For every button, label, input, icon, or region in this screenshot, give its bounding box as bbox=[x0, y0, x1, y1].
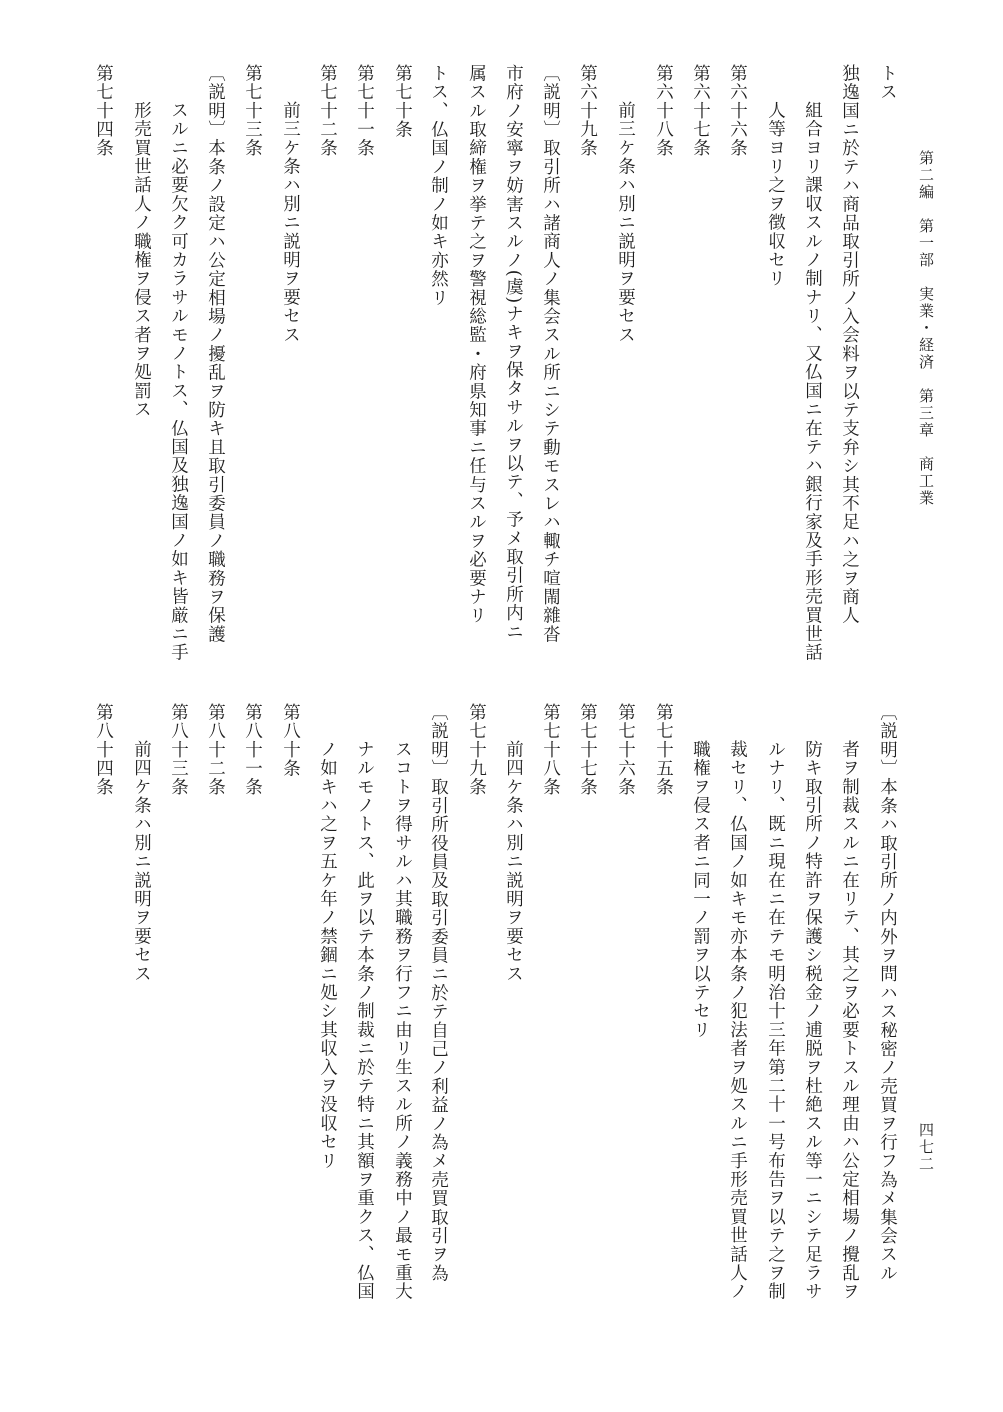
upper-text-line: トス bbox=[877, 64, 898, 102]
lower-text-line: 第七十七条 bbox=[577, 703, 598, 797]
lower-text-line: 第八十三条 bbox=[168, 703, 189, 797]
upper-text-line: 形売買世話人ノ職権ヲ侵ス者ヲ処罰ス bbox=[131, 101, 152, 419]
lower-text-line: スコトヲ得サルハ其職務ヲ行フニ由リ生スル所ノ義務中ノ最モ重大 bbox=[392, 740, 413, 1301]
lower-text-line: 第七十八条 bbox=[540, 703, 561, 797]
lower-text-line: 前四ケ条ハ別ニ説明ヲ要セス bbox=[131, 740, 152, 984]
upper-text-line: スルニ必要欠ク可カラサルモノトス、仏国及独逸国ノ如キ皆厳ニ手 bbox=[168, 101, 189, 662]
page-number: 四七二 bbox=[917, 1122, 935, 1173]
lower-text-line: 前四ケ条ハ別ニ説明ヲ要セス bbox=[503, 740, 524, 984]
upper-text-line: 第六十七条 bbox=[690, 64, 711, 158]
upper-text-line: トス、仏国ノ制ノ如キ亦然リ bbox=[428, 64, 449, 308]
running-head: 第二編 第一部 実業・経済 第三章 商工業 bbox=[917, 150, 935, 507]
upper-text-line: 〔説明〕取引所ハ諸商人ノ集会スル所ニシテ動モスレハ輙チ喧閙雜沓 bbox=[540, 64, 561, 644]
lower-text-line: 第八十四条 bbox=[93, 703, 114, 797]
lower-text-line: ノ如キハ之ヲ五ケ年ノ禁錮ニ処シ其収入ヲ没収セリ bbox=[317, 740, 338, 1171]
lower-text-line: 職権ヲ侵ス者ニ同一ノ罰ヲ以テセリ bbox=[690, 740, 711, 1040]
lower-text-line: 第七十九条 bbox=[466, 703, 487, 797]
lower-text-line: 裁セリ、仏国ノ如キモ亦本条ノ犯法者ヲ処スルニ手形売買世話人ノ bbox=[727, 740, 748, 1301]
upper-text-line: 第七十一条 bbox=[354, 64, 375, 158]
upper-text-line: 市府ノ安寧ヲ妨害スルノ(虞)ナキヲ保タサルヲ以テ、予メ取引所内ニ bbox=[503, 64, 524, 642]
upper-text-line: 独逸国ニ於テハ商品取引所ノ入会料ヲ以テ支弁シ其不足ハ之ヲ商人 bbox=[839, 64, 860, 625]
upper-text-line: 第七十二条 bbox=[317, 64, 338, 158]
upper-text-line: 第七十三条 bbox=[242, 64, 263, 158]
lower-text-line: 者ヲ制裁スルニ在リテ、其之ヲ必要トスル理由ハ公定相場ノ攪乱ヲ bbox=[839, 740, 860, 1301]
upper-text-line: 〔説明〕本条ノ設定ハ公定相場ノ擾乱ヲ防キ且取引委員ノ職務ヲ保護 bbox=[205, 64, 226, 644]
lower-text-line: 〔説明〕取引所役員及取引委員ニ於テ自己ノ利益ノ為メ売買取引ヲ為 bbox=[428, 703, 449, 1283]
lower-text-line: ナルモノトス、此ヲ以テ本条ノ制裁ニ於テ特ニ其額ヲ重クス、仏国 bbox=[354, 740, 375, 1301]
lower-text-line: 第七十六条 bbox=[615, 703, 636, 797]
upper-text-line: 第七十条 bbox=[392, 64, 413, 139]
upper-text-line: 組合ヨリ課収スルノ制ナリ、又仏国ニ在テハ銀行家及手形売買世話 bbox=[802, 101, 823, 662]
upper-text-line: 前三ケ条ハ別ニ説明ヲ要セス bbox=[615, 101, 636, 345]
lower-text-line: 防キ取引所ノ特許ヲ保護シ税金ノ逋脱ヲ杜絶スル等一ニシテ足ラサ bbox=[802, 740, 823, 1301]
lower-text-line: 第八十一条 bbox=[242, 703, 263, 797]
lower-text-line: 第八十条 bbox=[280, 703, 301, 778]
lower-text-line: ルナリ、既ニ現在ニ在テモ明治十三年第二十一号布告ヲ以テ之ヲ制 bbox=[765, 740, 786, 1301]
upper-text-line: 前三ケ条ハ別ニ説明ヲ要セス bbox=[280, 101, 301, 345]
upper-text-line: 人等ヨリ之ヲ徴収セリ bbox=[765, 101, 786, 288]
lower-text-line: 第七十五条 bbox=[653, 703, 674, 797]
lower-text-line: 第八十二条 bbox=[205, 703, 226, 797]
lower-text-line: 〔説明〕本条ハ取引所ノ内外ヲ問ハス秘密ノ売買ヲ行フ為メ集会スル bbox=[877, 703, 898, 1283]
upper-text-line: 属スル取締権ヲ挙テ之ヲ警視総監・府県知事ニ任与スルヲ必要ナリ bbox=[466, 64, 487, 625]
upper-text-line: 第六十八条 bbox=[653, 64, 674, 158]
upper-text-line: 第六十九条 bbox=[577, 64, 598, 158]
upper-text-line: 第六十六条 bbox=[727, 64, 748, 158]
upper-text-line: 第七十四条 bbox=[93, 64, 114, 158]
